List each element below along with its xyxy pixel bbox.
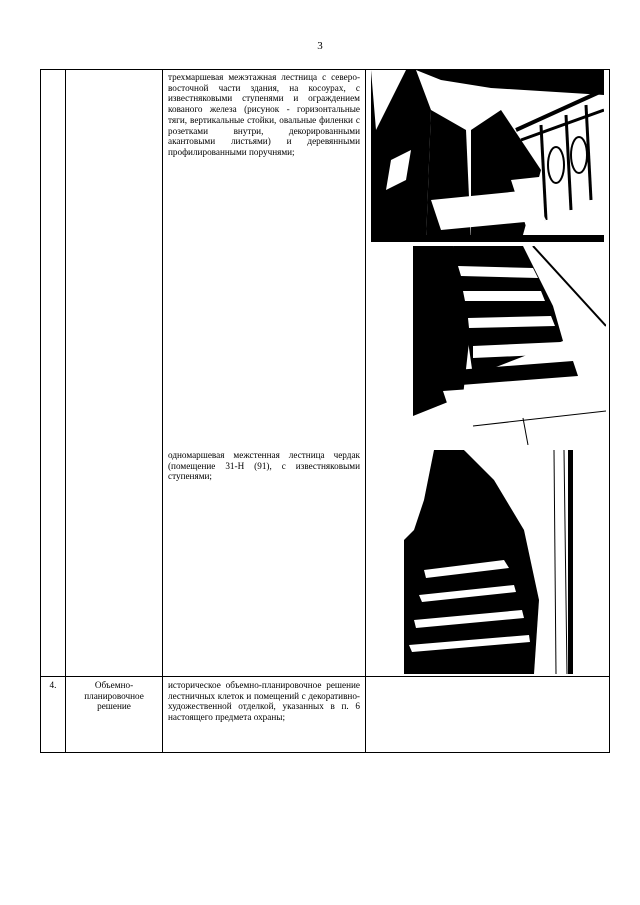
heritage-protection-table	[40, 69, 610, 753]
stone-steps-photo-icon	[413, 246, 606, 445]
table-border-bottom	[40, 752, 610, 753]
page-number: 3	[317, 40, 323, 52]
staircase-photo-icon	[371, 70, 604, 242]
row-category: Объемно-планировочное решение	[84, 680, 144, 712]
column-divider-3	[365, 69, 366, 753]
attic-stair-photo-icon	[404, 450, 573, 674]
row-divider	[40, 676, 610, 677]
table-border-left	[40, 69, 41, 753]
column-divider-2	[162, 69, 163, 753]
row-description: историческое объемно-планировочное решение лестничных клеток и помещений с декоративно-художественной отделкой, указанных в п. 6 настоящего предмета охраны;	[168, 680, 360, 723]
stair-description-1: трехмаршевая межэтажная лестница с северо-восточной части здания, на косоурах, с известняковыми ступенями и ограждением кованого железа (рисунок - горизонтальные тяги, вертикальные стойки, овальные филенки с розетками внутри, декорированными акантовыми листьями) и деревянными профилированными поручнями;	[168, 72, 360, 157]
row-number: 4.	[49, 680, 57, 690]
table-border-right	[609, 69, 610, 753]
column-divider-1	[65, 69, 66, 753]
stair-description-2: одномаршевая межстенная лестница чердак (помещение 31-Н (91), с известняковыми ступенями;	[168, 450, 360, 482]
